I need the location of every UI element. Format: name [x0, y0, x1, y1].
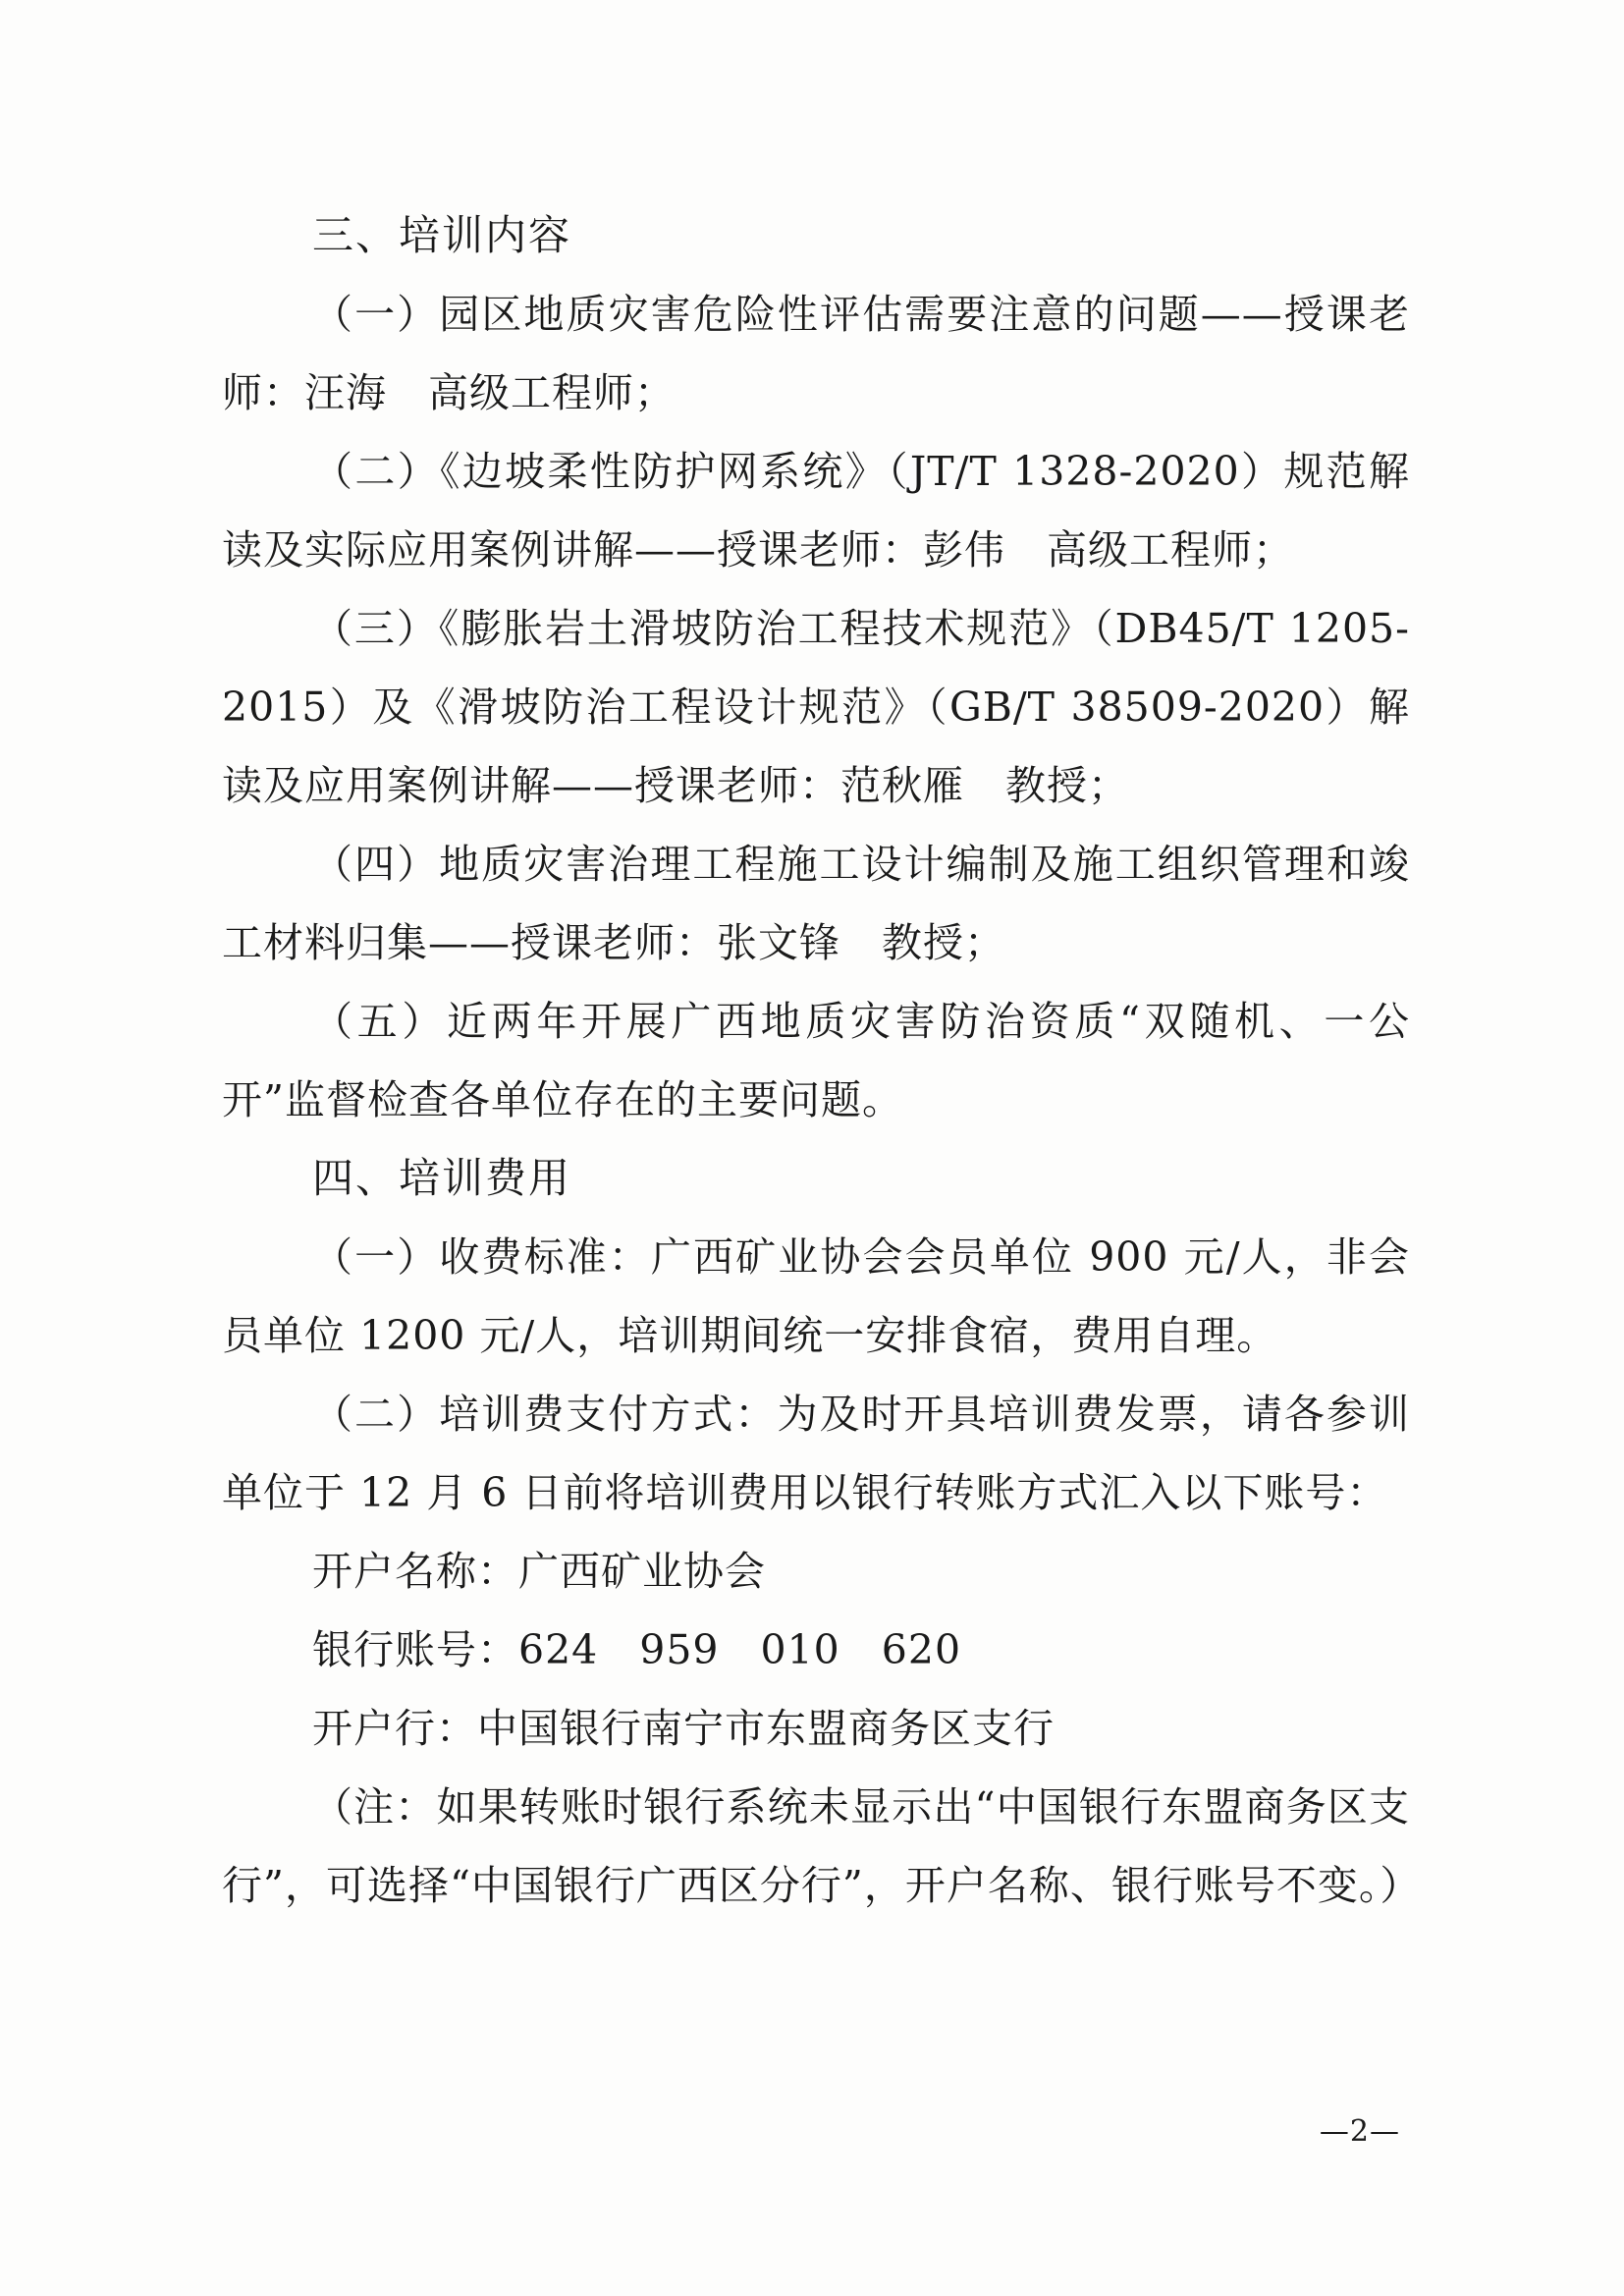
account-name-line: 开户名称：广西矿业协会 — [312, 1548, 766, 1595]
section-3-item-4: （四）地质灾害治理工程施工设计编制及施工组织管理和竣工材料归集——授课老师：张文锋 教授； — [222, 841, 1410, 966]
page-number: —2— — [1319, 2114, 1400, 2149]
section-3-item-5: （五）近两年开展广西地质灾害防治资质“双随机、一公开”监督检查各单位存在的主要问题。 — [222, 998, 1410, 1123]
section-3-item-1: （一）园区地质灾害危险性评估需要注意的问题——授课老师：汪海 高级工程师； — [222, 291, 1410, 416]
account-number-line: 银行账号：624 959 010 620 — [312, 1626, 962, 1673]
document-body — [222, 196, 1422, 1925]
bank-line: 开户行：中国银行南宁市东盟商务区支行 — [312, 1705, 1055, 1752]
section-3-item-3: （三）《膨胀岩土滑坡防治工程技术规范》（DB45/T 1205-2015）及《滑坡防治工程设计规范》（GB/T 38509-2020）解读及应用案例讲解——授课老师：范秋雁 教授； — [222, 605, 1410, 809]
payment-method-paragraph: （二）培训费支付方式：为及时开具培训费发票，请各参训单位于 12 月 6 日前将培训费用以银行转账方式汇入以下账号： — [222, 1391, 1410, 1516]
section-3-item-2: （二）《边坡柔性防护网系统》（JT/T 1328-2020）规范解读及实际应用案例讲解——授课老师：彭伟 高级工程师； — [222, 448, 1410, 574]
transfer-note-paragraph: （注：如果转账时银行系统未显示出“中国银行东盟商务区支行”，可选择“中国银行广西区分行”，开户名称、银行账号不变。） — [222, 1783, 1422, 1909]
fee-standard-paragraph: （一）收费标准：广西矿业协会会员单位 900 元/人，非会员单位 1200 元/人，培训期间统一安排食宿，费用自理。 — [222, 1233, 1410, 1359]
section-3-heading: 三、培训内容 — [312, 211, 572, 259]
section-4-heading: 四、培训费用 — [312, 1154, 572, 1202]
